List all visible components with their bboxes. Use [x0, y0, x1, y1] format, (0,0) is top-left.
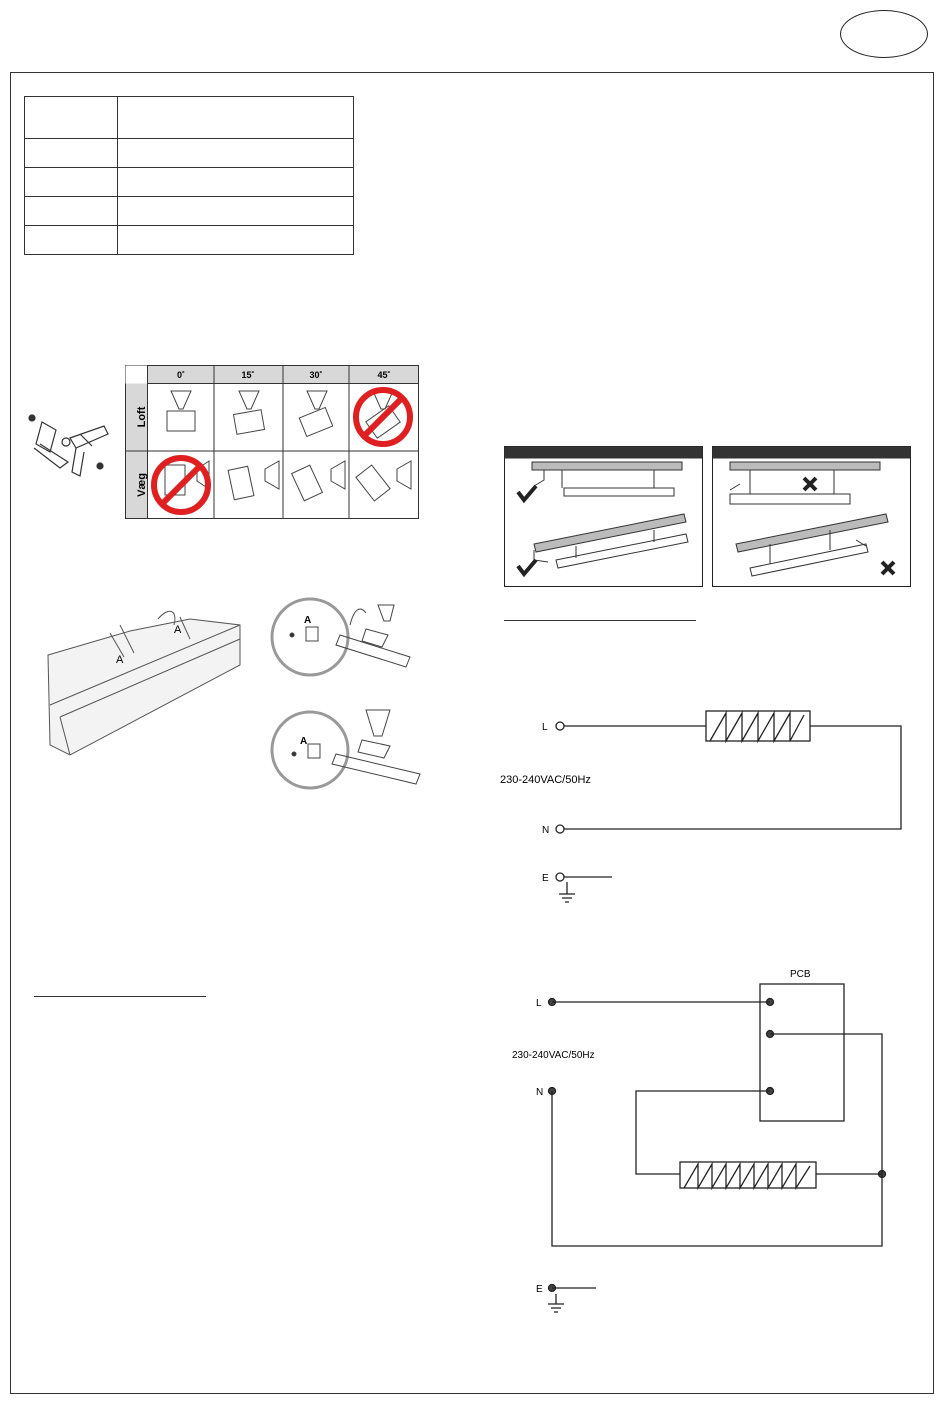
- bracket-label-a: A: [304, 615, 312, 626]
- supply-voltage: 230-240VAC/50Hz: [500, 774, 591, 786]
- supply-voltage: 230-240VAC/50Hz: [512, 1050, 595, 1061]
- language-badge: [840, 10, 928, 58]
- bracket-label-a: A: [300, 736, 308, 747]
- terminal-l: L: [536, 998, 542, 1009]
- angle-header-0: 0˚: [176, 370, 186, 380]
- row-label-ceiling: Loft: [136, 406, 148, 428]
- table-row: [25, 97, 354, 139]
- wiring-diagram-basic: [498, 700, 918, 910]
- terminal-e: E: [536, 1284, 543, 1295]
- bracket-label-a: A: [116, 654, 124, 666]
- heater-mounting-illustration: [40, 605, 250, 765]
- angle-header-30: 30˚: [309, 370, 323, 380]
- bracket-illustration: [20, 400, 120, 490]
- bracket-detail-top: [270, 595, 430, 680]
- mounting-angle-grid: [125, 365, 420, 520]
- bracket-detail-bottom: [270, 700, 430, 790]
- bracket-label-a: A: [174, 624, 182, 636]
- table-row: [25, 168, 354, 197]
- spec-table: [24, 96, 354, 255]
- angle-header-15: 15˚: [241, 370, 255, 380]
- installation-panels: [504, 446, 912, 588]
- terminal-n: N: [542, 825, 550, 836]
- table-row: [25, 226, 354, 255]
- terminal-n: N: [536, 1087, 544, 1098]
- row-label-wall: Væg: [136, 473, 148, 497]
- angle-header-45: 45˚: [377, 370, 391, 380]
- pcb-label: PCB: [790, 969, 811, 980]
- table-row: [25, 197, 354, 226]
- section-underline: [34, 996, 206, 997]
- section-underline: [504, 620, 696, 621]
- terminal-l: L: [542, 722, 548, 733]
- table-row: [25, 139, 354, 168]
- wiring-diagram-pcb: [498, 960, 918, 1320]
- terminal-e: E: [542, 873, 549, 884]
